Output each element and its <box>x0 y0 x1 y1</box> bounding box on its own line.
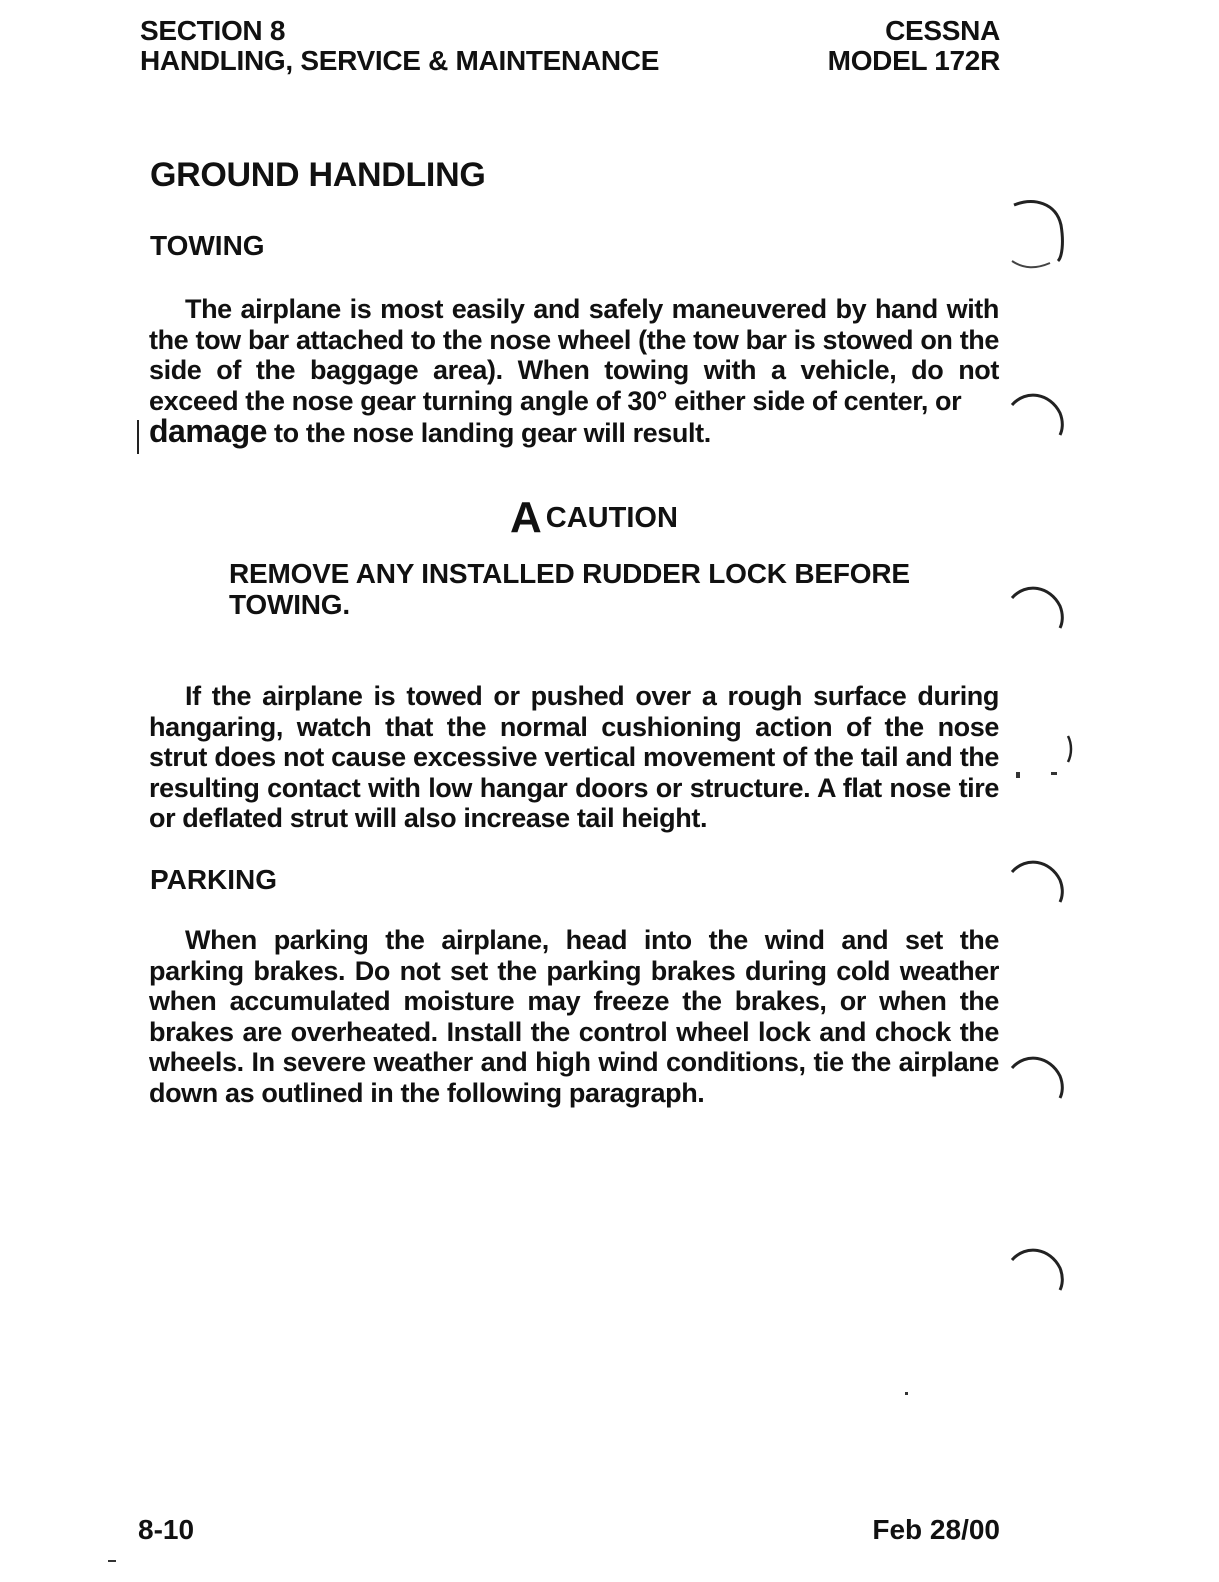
towing-paragraph-end: to the nose landing gear will result. <box>266 418 711 448</box>
header-manufacturer: CESSNA <box>885 15 1000 46</box>
binder-hole-mark <box>1006 385 1076 475</box>
header-section-name: HANDLING, SERVICE & MAINTENANCE <box>140 45 660 76</box>
caution-text: REMOVE ANY INSTALLED RUDDER LOCK BEFORE TOWING. <box>229 558 910 620</box>
towing-paragraph-revised-word: damage <box>149 413 267 449</box>
parking-paragraph: When parking the airplane, head into the wind and set the parking brakes. Do not set the parking brakes during cold weather when accumulated moisture may freeze the brakes, or when the brakes are overheated. Install the control wheel lock and chock the wheels. In severe weather and high wind conditions, tie the airplane down as outlined in the following paragraph. <box>149 925 999 1108</box>
binder-hole-mark <box>1006 852 1076 942</box>
scan-speck <box>108 1560 116 1562</box>
caution-label: CAUTION <box>545 501 678 534</box>
binder-hole-mark <box>1006 578 1076 668</box>
revision-date: Feb 28/00 <box>872 1514 1000 1545</box>
binder-hole-mark <box>1006 1240 1076 1330</box>
binder-hole-mark <box>1006 195 1076 285</box>
revision-bar <box>137 420 139 454</box>
header-section-title <box>140 16 659 76</box>
scan-speck <box>905 1392 908 1395</box>
towing-paragraph-main: The airplane is most easily and safely maneuvered by hand with the tow bar attached to the nose wheel (the tow bar is stowed on the side of the baggage area). When towing with a vehicle, do not exceed the nose gear turning angle of 30° either side of center, or <box>149 294 999 416</box>
page-number: 8-10 <box>138 1514 195 1545</box>
page-title: GROUND HANDLING <box>150 156 486 194</box>
scan-speck <box>1051 772 1057 775</box>
header-section-number: SECTION 8 <box>140 15 286 46</box>
towing-paragraph <box>149 294 999 449</box>
header-model: MODEL 172R <box>827 45 1000 76</box>
towing-heading: TOWING <box>150 230 265 261</box>
parking-heading: PARKING <box>150 864 278 895</box>
scan-speck <box>1016 772 1020 778</box>
hangaring-paragraph: If the airplane is towed or pushed over a rough surface during hangaring, watch that the normal cushioning action of the nose strut does not cause excessive vertical movement of the tail and the resulting contact with low hangar doors or structure. A flat nose tire or deflated strut will also increase tail height. <box>149 681 999 833</box>
caution-heading <box>510 493 678 542</box>
caution-symbol: A <box>510 493 542 542</box>
binder-hole-mark <box>1006 1048 1076 1138</box>
header-manual-title <box>828 16 1000 76</box>
